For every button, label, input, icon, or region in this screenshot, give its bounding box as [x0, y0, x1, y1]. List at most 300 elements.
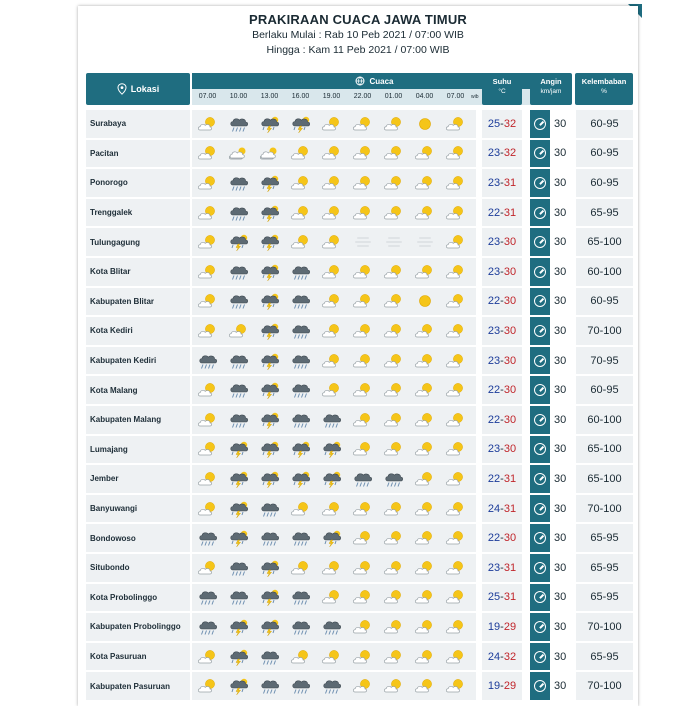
- temp-high: 30: [503, 354, 517, 367]
- partly-cloudy-icon: [347, 169, 378, 197]
- rain-icon: [254, 672, 285, 700]
- temperature-range: 22 - 30: [482, 406, 522, 434]
- partly-cloudy-icon: [316, 554, 347, 582]
- partly-cloudy-icon: [316, 169, 347, 197]
- kelembaban-unit: %: [601, 88, 607, 95]
- weather-cells: [192, 228, 476, 256]
- table-row: [86, 406, 633, 434]
- haze-icon: [378, 228, 409, 256]
- partly-cloudy-icon: [316, 376, 347, 404]
- partly-cloudy-icon: [378, 376, 409, 404]
- partly-cloudy-icon: [192, 436, 223, 464]
- temperature-range: 23 - 30: [482, 436, 522, 464]
- table-row: [86, 643, 633, 671]
- wind-cell: [530, 613, 574, 641]
- humidity-range: 70-100: [576, 672, 633, 700]
- humidity-range: 60-95: [576, 169, 633, 197]
- rain-icon: [192, 524, 223, 552]
- sunny-icon: [409, 288, 440, 316]
- wind-direction-icon: [530, 288, 550, 316]
- humidity-range: 60-95: [576, 110, 633, 138]
- partly-cloudy-icon: [409, 347, 440, 375]
- location-pin-icon: [117, 83, 127, 95]
- table-row: [86, 258, 633, 286]
- partly-cloudy-icon: [378, 584, 409, 612]
- time-unit: wib: [471, 94, 479, 100]
- wind-cell: [530, 228, 574, 256]
- wind-cell: [530, 347, 574, 375]
- partly-cloudy-icon: [316, 495, 347, 523]
- wind-speed: 30: [554, 680, 567, 693]
- rain-icon: [223, 376, 254, 404]
- partly-cloudy-icon: [316, 258, 347, 286]
- partly-cloudy-icon: [409, 524, 440, 552]
- temp-high: 31: [503, 502, 517, 515]
- table-row: [86, 524, 633, 552]
- partly-cloudy-icon: [378, 347, 409, 375]
- temp-low: 25: [487, 117, 501, 130]
- weather-cells: [192, 376, 476, 404]
- table-row: [86, 169, 633, 197]
- humidity-range: 65-100: [576, 228, 633, 256]
- partly-cloudy-icon: [440, 228, 471, 256]
- location-name: Jember: [86, 465, 190, 493]
- partly-cloudy-icon: [440, 169, 471, 197]
- wind-speed: 30: [554, 354, 567, 367]
- forecast-card: [78, 6, 638, 706]
- weather-cells: [192, 495, 476, 523]
- thunderstorm-icon: [223, 613, 254, 641]
- partly-cloudy-icon: [440, 140, 471, 168]
- temp-low: 23: [487, 324, 501, 337]
- humidity-range: 65-100: [576, 436, 633, 464]
- partly-cloudy-icon: [409, 140, 440, 168]
- partly-cloudy-icon: [409, 672, 440, 700]
- table-row: [86, 554, 633, 582]
- partly-cloudy-icon: [316, 317, 347, 345]
- rain-icon: [316, 406, 347, 434]
- rain-icon: [285, 406, 316, 434]
- partly-cloudy-icon: [347, 495, 378, 523]
- temp-low: 19: [487, 620, 501, 633]
- temp-high: 29: [503, 680, 517, 693]
- partly-cloudy-icon: [192, 465, 223, 493]
- thunderstorm-icon: [316, 436, 347, 464]
- location-name: Kabupaten Malang: [86, 406, 190, 434]
- rain-icon: [223, 258, 254, 286]
- location-name: Kota Malang: [86, 376, 190, 404]
- location-name: Trenggalek: [86, 199, 190, 227]
- temp-high: 31: [503, 591, 517, 604]
- wind-speed: 30: [554, 532, 567, 545]
- valid-to-text: Hingga : Kam 11 Peb 2021 / 07:00 WIB: [266, 44, 450, 56]
- temp-low: 23: [487, 236, 501, 249]
- partly-cloudy-icon: [409, 199, 440, 227]
- wind-speed: 30: [554, 443, 567, 456]
- wind-speed: 30: [554, 650, 567, 663]
- partly-cloudy-icon: [192, 406, 223, 434]
- rain-icon: [316, 672, 347, 700]
- partly-cloudy-icon: [440, 584, 471, 612]
- table-row: [86, 317, 633, 345]
- partly-cloudy-icon: [409, 584, 440, 612]
- weather-cells: [192, 554, 476, 582]
- location-name: Bondowoso: [86, 524, 190, 552]
- wind-direction-icon: [530, 554, 550, 582]
- partly-cloudy-icon: [378, 317, 409, 345]
- partly-cloudy-icon: [409, 613, 440, 641]
- partly-cloudy-icon: [409, 258, 440, 286]
- wind-speed: 30: [554, 236, 567, 249]
- time-label: 07.00: [198, 93, 217, 100]
- temp-high: 30: [503, 384, 517, 397]
- weather-cells: [192, 436, 476, 464]
- partly-cloudy-icon: [223, 317, 254, 345]
- partly-cloudy-icon: [316, 584, 347, 612]
- partly-cloudy-icon: [378, 258, 409, 286]
- wind-cell: [530, 554, 574, 582]
- temp-high: 31: [503, 176, 517, 189]
- weather-cells: [192, 347, 476, 375]
- wind-cell: [530, 406, 574, 434]
- partly-cloudy-icon: [378, 140, 409, 168]
- partly-cloudy-icon: [440, 495, 471, 523]
- wind-speed: 30: [554, 324, 567, 337]
- rain-icon: [254, 524, 285, 552]
- table-row: [86, 465, 633, 493]
- wind-direction-icon: [530, 436, 550, 464]
- location-name: Tulungagung: [86, 228, 190, 256]
- weather-cells: [192, 169, 476, 197]
- rain-icon: [285, 584, 316, 612]
- thunderstorm-icon: [223, 465, 254, 493]
- temp-high: 30: [503, 295, 517, 308]
- partly-cloudy-icon: [378, 613, 409, 641]
- temp-high: 30: [503, 413, 517, 426]
- thunderstorm-icon: [254, 465, 285, 493]
- partly-cloudy-icon: [378, 643, 409, 671]
- humidity-range: 65-95: [576, 554, 633, 582]
- rain-icon: [285, 672, 316, 700]
- time-label: 22.00: [353, 93, 372, 100]
- temp-low: 22: [487, 206, 501, 219]
- rain-icon: [223, 584, 254, 612]
- rain-icon: [347, 465, 378, 493]
- table-row: [86, 376, 633, 404]
- partly-cloudy-icon: [378, 495, 409, 523]
- partly-cloudy-icon: [316, 288, 347, 316]
- thunderstorm-icon: [223, 643, 254, 671]
- partly-cloudy-icon: [409, 643, 440, 671]
- thunderstorm-icon: [285, 436, 316, 464]
- kelembaban-label: Kelembaban: [581, 77, 627, 86]
- wind-speed: 30: [554, 295, 567, 308]
- rain-icon: [285, 376, 316, 404]
- partly-cloudy-icon: [378, 554, 409, 582]
- temp-low: 23: [487, 265, 501, 278]
- wind-direction-icon: [530, 465, 550, 493]
- partly-cloudy-icon: [316, 643, 347, 671]
- column-header-lokasi: [86, 73, 190, 105]
- partly-cloudy-icon: [347, 258, 378, 286]
- humidity-range: 60-100: [576, 406, 633, 434]
- partly-cloudy-icon: [440, 643, 471, 671]
- sunny-icon: [409, 110, 440, 138]
- temp-high: 32: [503, 147, 517, 160]
- table-row: [86, 584, 633, 612]
- humidity-range: 70-100: [576, 613, 633, 641]
- partly-cloudy-icon: [440, 406, 471, 434]
- partly-cloudy-icon: [409, 436, 440, 464]
- partly-cloudy-icon: [378, 672, 409, 700]
- partly-cloudy-icon: [192, 376, 223, 404]
- haze-icon: [347, 228, 378, 256]
- location-name: Pacitan: [86, 140, 190, 168]
- wind-cell: [530, 169, 574, 197]
- suhu-unit: °C: [498, 88, 506, 95]
- humidity-range: 70-100: [576, 495, 633, 523]
- partly-cloudy-icon: [285, 140, 316, 168]
- temp-low: 25: [487, 591, 501, 604]
- wind-cell: [530, 524, 574, 552]
- rain-icon: [223, 288, 254, 316]
- partly-cloudy-icon: [409, 554, 440, 582]
- temp-high: 31: [503, 472, 517, 485]
- partly-cloudy-icon: [316, 140, 347, 168]
- table-row: [86, 228, 633, 256]
- location-name: Kabupaten Kediri: [86, 347, 190, 375]
- location-name: Kota Kediri: [86, 317, 190, 345]
- partly-cloudy-icon: [409, 317, 440, 345]
- temp-high: 29: [503, 620, 517, 633]
- partly-cloudy-icon: [378, 199, 409, 227]
- partly-cloudy-icon: [285, 228, 316, 256]
- partly-cloudy-icon: [192, 110, 223, 138]
- partly-cloudy-icon: [192, 288, 223, 316]
- table-row: [86, 199, 633, 227]
- rain-icon: [223, 554, 254, 582]
- temperature-range: 25 - 31: [482, 584, 522, 612]
- time-label: 07.00: [446, 93, 465, 100]
- temp-low: 23: [487, 443, 501, 456]
- rain-icon: [223, 406, 254, 434]
- rain-icon: [192, 584, 223, 612]
- thunderstorm-icon: [223, 672, 254, 700]
- wind-cell: [530, 643, 574, 671]
- wind-direction-icon: [530, 495, 550, 523]
- wind-direction-icon: [530, 228, 550, 256]
- table-row: [86, 288, 633, 316]
- wind-speed: 30: [554, 265, 567, 278]
- partly-cloudy-icon: [378, 524, 409, 552]
- partly-cloudy-icon: [285, 495, 316, 523]
- temp-low: 23: [487, 147, 501, 160]
- time-label: 10.00: [229, 93, 248, 100]
- partly-cloudy-icon: [409, 495, 440, 523]
- temperature-range: 24 - 32: [482, 643, 522, 671]
- rain-icon: [192, 347, 223, 375]
- thunderstorm-icon: [254, 347, 285, 375]
- weather-cells: [192, 524, 476, 552]
- partly-cloudy-icon: [192, 199, 223, 227]
- temp-high: 30: [503, 265, 517, 278]
- weather-cells: [192, 643, 476, 671]
- time-label: 01.00: [384, 93, 403, 100]
- cuaca-label: Cuaca: [369, 76, 394, 86]
- time-label: 19.00: [322, 93, 341, 100]
- partly-cloudy-icon: [409, 376, 440, 404]
- thunderstorm-icon: [254, 199, 285, 227]
- temperature-range: 19 - 29: [482, 672, 522, 700]
- partly-cloudy-icon: [316, 228, 347, 256]
- thunderstorm-icon: [285, 110, 316, 138]
- wind-direction-icon: [530, 584, 550, 612]
- partly-cloudy-icon: [347, 406, 378, 434]
- lokasi-label: Lokasi: [130, 84, 160, 94]
- location-name: Situbondo: [86, 554, 190, 582]
- page-title: PRAKIRAAN CUACA JAWA TIMUR: [248, 12, 467, 27]
- time-label: 16.00: [291, 93, 310, 100]
- temp-low: 22: [487, 472, 501, 485]
- temp-low: 23: [487, 176, 501, 189]
- wind-cell: [530, 140, 574, 168]
- rain-icon: [285, 288, 316, 316]
- thunderstorm-icon: [285, 465, 316, 493]
- partly-cloudy-icon: [347, 672, 378, 700]
- humidity-range: 65-95: [576, 199, 633, 227]
- temp-low: 22: [487, 295, 501, 308]
- table-row: [86, 436, 633, 464]
- weather-cells: [192, 199, 476, 227]
- temperature-range: 25 - 32: [482, 110, 522, 138]
- partly-cloudy-icon: [316, 199, 347, 227]
- humidity-range: 70-100: [576, 317, 633, 345]
- wind-speed: 30: [554, 472, 567, 485]
- time-label: 13.00: [260, 93, 279, 100]
- temp-low: 22: [487, 532, 501, 545]
- thunderstorm-icon: [254, 436, 285, 464]
- temp-high: 32: [503, 117, 517, 130]
- partly-cloudy-icon: [192, 169, 223, 197]
- partly-cloudy-icon: [440, 347, 471, 375]
- temp-low: 22: [487, 413, 501, 426]
- wind-direction-icon: [530, 140, 550, 168]
- humidity-range: 60-100: [576, 258, 633, 286]
- rain-icon: [316, 613, 347, 641]
- temp-low: 23: [487, 561, 501, 574]
- thunderstorm-icon: [316, 524, 347, 552]
- thunderstorm-icon: [254, 288, 285, 316]
- wind-direction-icon: [530, 110, 550, 138]
- partly-cloudy-icon: [440, 436, 471, 464]
- partly-cloudy-icon: [347, 524, 378, 552]
- wind-direction-icon: [530, 406, 550, 434]
- temperature-range: 22 - 30: [482, 376, 522, 404]
- wind-cell: [530, 495, 574, 523]
- partly-cloudy-icon: [192, 228, 223, 256]
- temperature-range: 23 - 31: [482, 554, 522, 582]
- humidity-range: 60-95: [576, 376, 633, 404]
- wind-cell: [530, 465, 574, 493]
- partly-cloudy-icon: [347, 140, 378, 168]
- partly-cloudy-icon: [347, 613, 378, 641]
- wind-speed: 30: [554, 384, 567, 397]
- partly-cloudy-icon: [440, 288, 471, 316]
- valid-from-text: Berlaku Mulai : Rab 10 Peb 2021 / 07:00 WIB: [252, 29, 464, 41]
- table-row: [86, 613, 633, 641]
- wind-speed: 30: [554, 206, 567, 219]
- rain-icon: [285, 258, 316, 286]
- temp-low: 24: [487, 502, 501, 515]
- wind-direction-icon: [530, 613, 550, 641]
- partly-cloudy-icon: [409, 465, 440, 493]
- partly-cloudy-icon: [409, 169, 440, 197]
- temperature-range: 23 - 30: [482, 347, 522, 375]
- temperature-range: 22 - 30: [482, 524, 522, 552]
- time-label: 04.00: [415, 93, 434, 100]
- location-name: Kabupaten Pasuruan: [86, 672, 190, 700]
- thunderstorm-icon: [254, 406, 285, 434]
- cloudy-icon: [254, 140, 285, 168]
- humidity-range: 70-95: [576, 347, 633, 375]
- partly-cloudy-icon: [347, 317, 378, 345]
- partly-cloudy-icon: [378, 436, 409, 464]
- partly-cloudy-icon: [378, 288, 409, 316]
- angin-unit: km/jam: [540, 88, 562, 95]
- column-header-kelembaban: [575, 73, 633, 105]
- thunderstorm-icon: [223, 495, 254, 523]
- weather-cells: [192, 465, 476, 493]
- rain-icon: [192, 613, 223, 641]
- location-name: Lumajang: [86, 436, 190, 464]
- partly-cloudy-icon: [378, 169, 409, 197]
- partly-cloudy-icon: [192, 258, 223, 286]
- wind-cell: [530, 436, 574, 464]
- temperature-range: 23 - 31: [482, 169, 522, 197]
- partly-cloudy-icon: [347, 643, 378, 671]
- thunderstorm-icon: [254, 613, 285, 641]
- temp-high: 31: [503, 206, 517, 219]
- column-header-suhu: [482, 73, 522, 105]
- wind-direction-icon: [530, 258, 550, 286]
- weather-cells: [192, 110, 476, 138]
- table-row: [86, 672, 633, 700]
- rain-icon: [254, 643, 285, 671]
- temperature-range: 24 - 31: [482, 495, 522, 523]
- thunderstorm-icon: [316, 465, 347, 493]
- thunderstorm-icon: [254, 258, 285, 286]
- partly-cloudy-icon: [192, 672, 223, 700]
- wind-direction-icon: [530, 317, 550, 345]
- wind-cell: [530, 672, 574, 700]
- partly-cloudy-icon: [440, 376, 471, 404]
- partly-cloudy-icon: [316, 110, 347, 138]
- haze-icon: [409, 228, 440, 256]
- temperature-range: 23 - 30: [482, 228, 522, 256]
- wind-cell: [530, 199, 574, 227]
- wind-cell: [530, 376, 574, 404]
- location-name: Ponorogo: [86, 169, 190, 197]
- partly-cloudy-icon: [347, 584, 378, 612]
- thunderstorm-icon: [254, 317, 285, 345]
- humidity-range: 65-95: [576, 643, 633, 671]
- wind-cell: [530, 317, 574, 345]
- wind-speed: 30: [554, 413, 567, 426]
- partly-cloudy-icon: [347, 199, 378, 227]
- rain-icon: [223, 110, 254, 138]
- column-header-angin: [530, 73, 572, 105]
- partly-cloudy-icon: [192, 140, 223, 168]
